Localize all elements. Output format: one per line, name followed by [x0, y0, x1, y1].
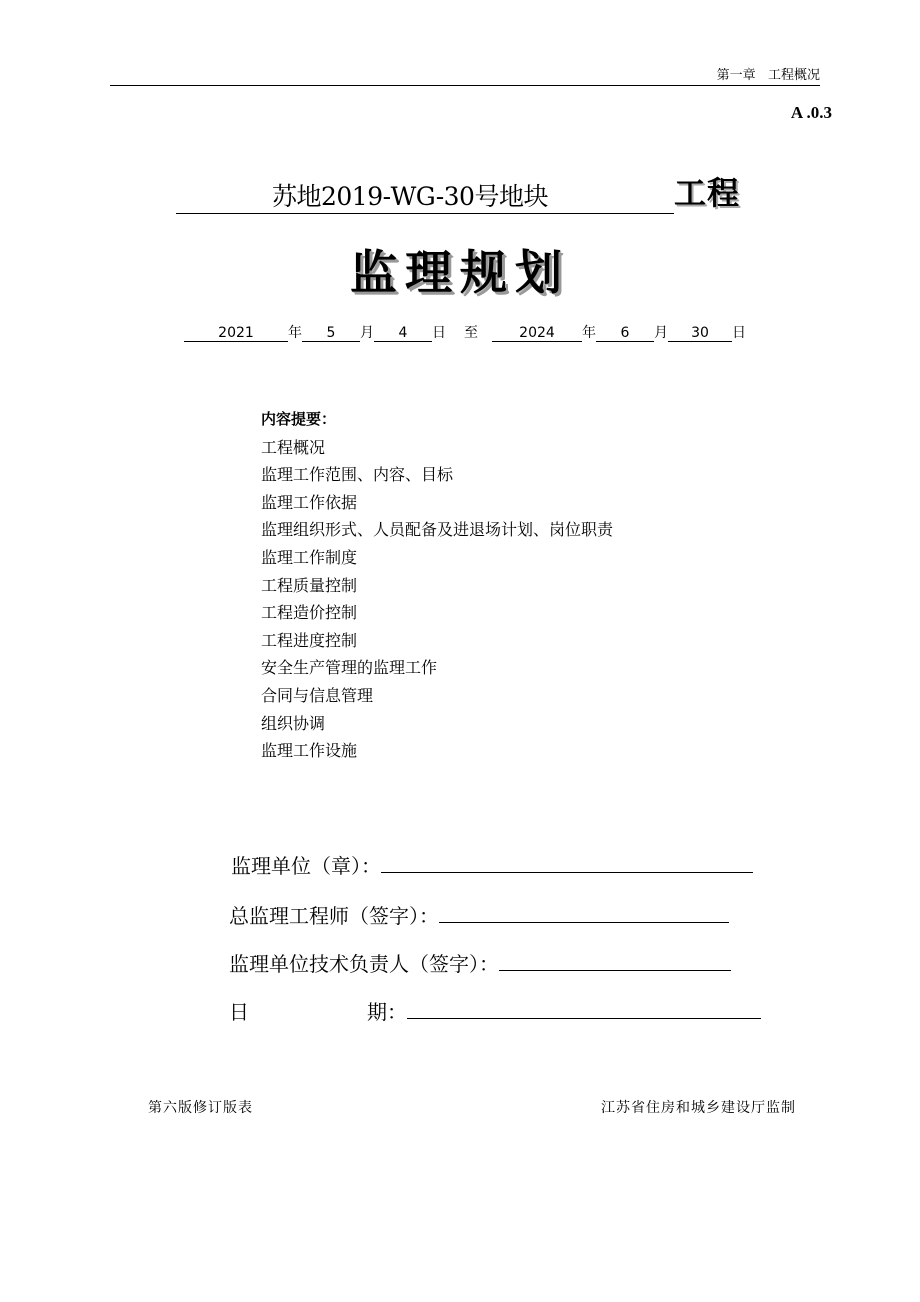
list-item: 工程概况	[261, 437, 326, 457]
list-item: 监理工作设施	[261, 741, 358, 761]
form-code: A .0.3	[790, 103, 832, 122]
project-title-line	[176, 168, 776, 212]
edition-note: 第六版修订版表	[148, 1100, 253, 1116]
start-day: 4	[374, 325, 432, 342]
list-item: 监理组织形式、人员配备及进退场计划、岗位职责	[261, 520, 614, 540]
month-label: 月	[654, 325, 668, 341]
chief-engineer-signature-field[interactable]	[439, 900, 729, 923]
day-label: 日	[432, 325, 446, 341]
month-label: 月	[360, 325, 374, 341]
year-label: 年	[288, 325, 302, 341]
title-underline-left	[176, 213, 272, 214]
to-label: 至	[464, 325, 478, 341]
document-title: 监理规划	[350, 246, 570, 301]
list-item: 工程质量控制	[261, 575, 358, 595]
contents-summary	[261, 406, 613, 765]
list-item: 工程造价控制	[261, 603, 358, 623]
contents-heading: 内容提要：	[261, 410, 337, 428]
running-header	[717, 64, 820, 83]
list-item: 工程进度控制	[261, 630, 358, 650]
chief-engineer-label: 总监理工程师（签字）：	[229, 904, 439, 928]
title-underline-right	[548, 213, 674, 214]
day-label: 日	[732, 325, 746, 341]
section-label: 工程概况	[767, 68, 820, 83]
start-year: 2021	[184, 325, 288, 342]
chief-engineer-row	[229, 900, 729, 929]
chapter-label: 第一章	[716, 68, 756, 83]
list-item: 监理工作依据	[261, 492, 358, 512]
date-label-day: 日	[229, 1000, 249, 1024]
date-range	[184, 322, 746, 342]
date-row	[229, 996, 761, 1025]
end-month: 6	[596, 325, 654, 342]
list-item: 监理工作制度	[261, 547, 358, 567]
year-label: 年	[582, 325, 596, 341]
end-day: 30	[668, 325, 732, 342]
tech-lead-signature-field[interactable]	[499, 948, 731, 971]
list-item: 组织协调	[261, 713, 326, 733]
list-item: 合同与信息管理	[261, 685, 374, 705]
issuer-note: 江苏省住房和城乡建设厅监制	[601, 1100, 796, 1116]
list-item: 安全生产管理的监理工作	[261, 658, 438, 678]
header-rule	[110, 85, 820, 86]
end-year: 2024	[492, 325, 582, 342]
project-name: 苏地2019-WG-30号地块	[272, 177, 548, 214]
tech-lead-label: 监理单位技术负责人（签字）：	[229, 952, 499, 976]
supervision-unit-row	[231, 850, 753, 879]
start-month: 5	[302, 325, 360, 342]
tech-lead-row	[229, 948, 731, 977]
list-item: 监理工作范围、内容、目标	[261, 465, 454, 485]
signature-date-field[interactable]	[407, 996, 761, 1019]
supervision-unit-label: 监理单位（章）：	[231, 854, 381, 878]
supervision-unit-seal-field[interactable]	[381, 850, 753, 873]
project-suffix: 工程	[673, 174, 740, 212]
date-label-period: 期：	[367, 1000, 407, 1024]
